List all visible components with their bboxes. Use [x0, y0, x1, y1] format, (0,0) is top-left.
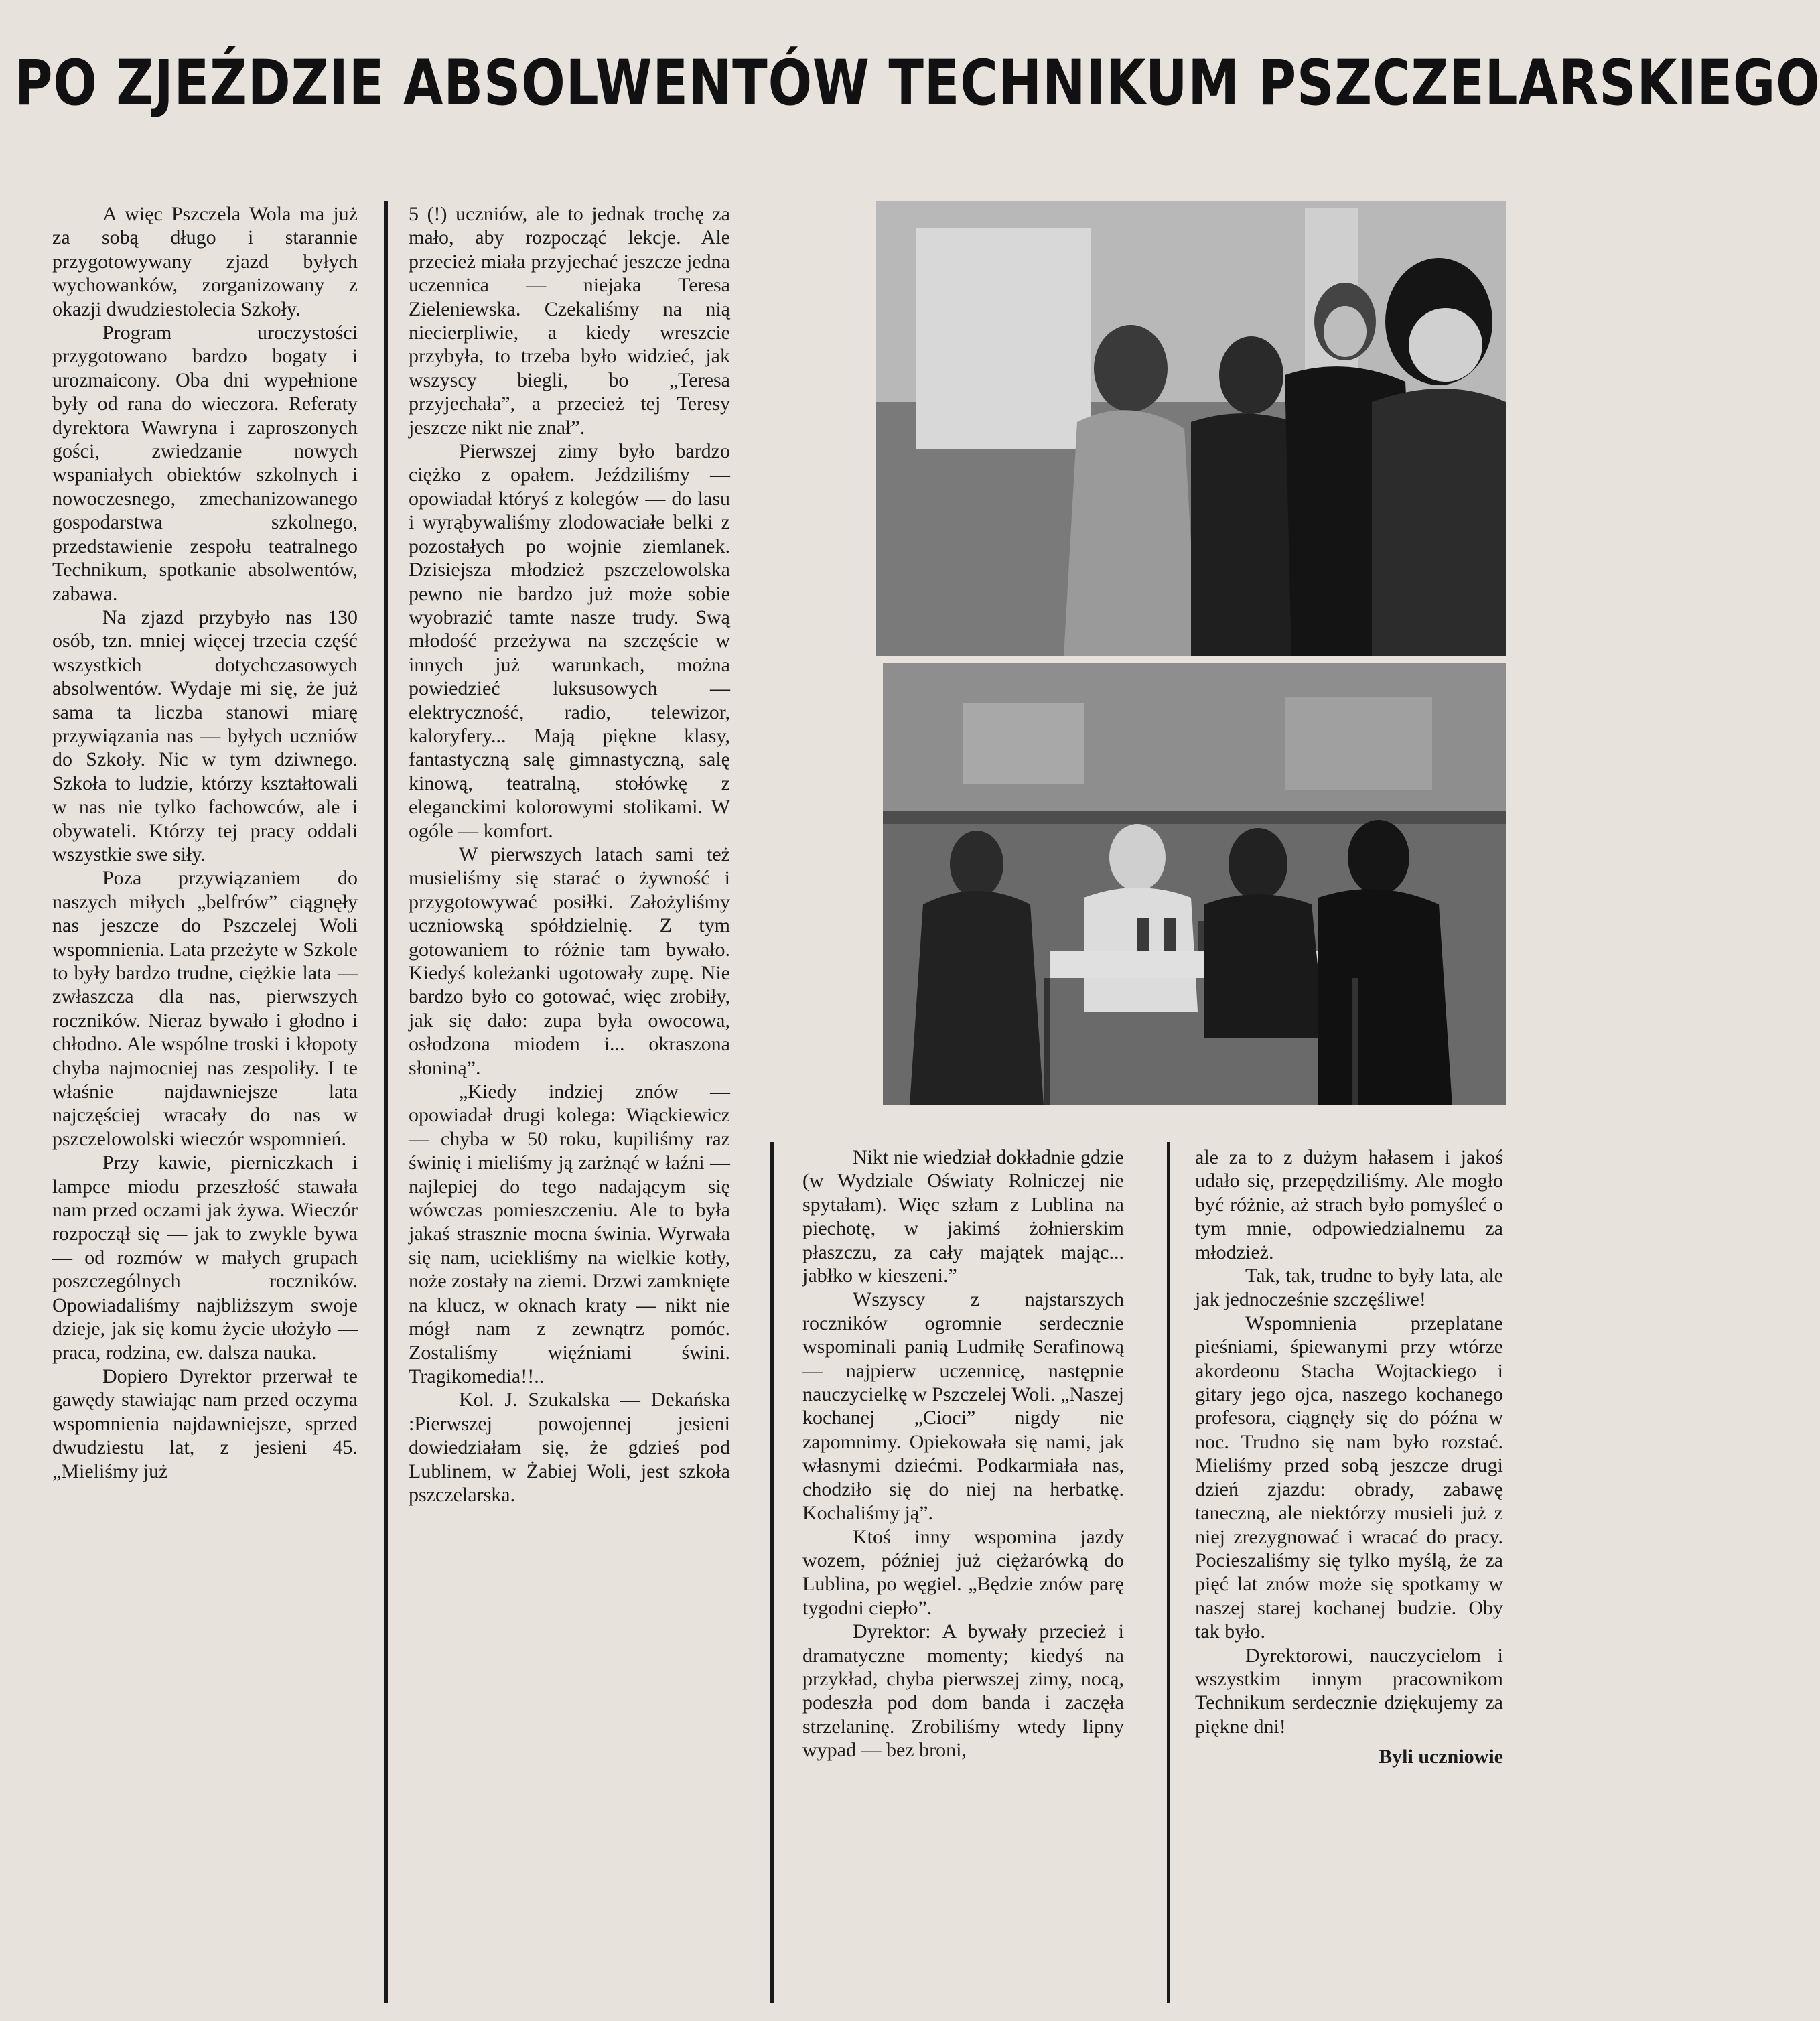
paragraph: W pierwszych latach sami też musieliśmy się starać o żywność i przygotowywać posiłki. Założyliśmy uczniowską spółdzielnię. Z tym gotowaniem to różnie tam bywało. Kiedyś koleżanki ugotowały zupę. Nie bardzo było co gotować, więc zrobiły, jak się dało: zupa była owocowa, osłodzona miodem i... okraszona słoniną”. — [409, 843, 730, 1079]
paragraph: Dyrektorowi, nauczycielom i wszystkim innym pracownikom Technikum serdecznie dziękujemy za piękne dni! — [1195, 1644, 1503, 1738]
paragraph: Tak, tak, trudne to były lata, ale jak jednocześnie szczęśliwe! — [1195, 1265, 1503, 1311]
photo-reunion-greeting-icon — [876, 201, 1506, 656]
paragraph: ale za to z dużym hałasem i jakoś udało się, przepędziliśmy. Ale mogło być różnie, aż strach było pomyśleć o tym mnie, odpowiedzialnemu za młodzież. — [1195, 1146, 1503, 1263]
headline: PO ZJEŹDZIE ABSOLWENTÓW TECHNIKUM PSZCZELARSKIEGO — [15, 47, 1820, 120]
paragraph: Program uroczystości przygotowano bardzo bogaty i urozmaicony. Oba dni wypełnione były od rana do wieczora. Referaty dyrektora Wawryna i zaproszonych gości, zwiedzanie nowych wspaniałych obiektów szkolnych i nowoczesnego, zmechanizowanego gospodarstwa szkolnego, przedstawienie zespołu teatralnego Technikum, spotkanie absolwentów, zabawa. — [52, 322, 358, 605]
paragraph: Wszyscy z najstarszych roczników ogromnie serdecznie wspominali panią Ludmiłę Serafinową — najpierw uczennicę, następnie nauczycielkę w Pszczelej Woli. „Naszej kochanej „Cioci” nigdy nie zapomnimy. Opiekowała się nami, jak własnymi dziećmi. Podkarmiała nas, chodziło się do niej na herbatkę. Kochaliśmy ją”. — [802, 1288, 1124, 1525]
column-rule-3 — [1167, 1142, 1170, 2003]
paragraph: Poza przywiązaniem do naszych miłych „belfrów” ciągnęły nas jeszcze do Pszczelej Woli wspomnienia. Lata przeżyte w Szkole to były bardzo trudne, ciężkie lata — zwłaszcza dla nas, pierwszych roczników. Nieraz bywało i głodno i chłodno. Ale wspólne troski i kłopoty chyba najmocniej nas zespoliły. I te właśnie najdawniejsze lata najczęściej wracały do nas w pszczelowolski wieczór wspomnień. — [52, 867, 358, 1150]
paragraph: Kol. J. Szukalska — Dekańska :Pierwszej powojennej jesieni dowiedziałam się, że gdzieś pod Lublinem, w Żabiej Woli, jest szkoła pszczelarska. — [409, 1389, 730, 1506]
paragraph: Wspomnienia przeplatane pieśniami, śpiewanymi przy wtórze akordeonu Stacha Wojtackiego i gitary jego ojca, naszego kochanego profesora, ciągnęły się do późna w noc. Trudno się nam było rozstać. Mieliśmy przed sobą jeszcze drugi dzień zjazdu: obrady, zabawę taneczną, ale niektórzy musieli już z niej zrezygnować i wracać do pracy. Pocieszaliśmy się tylko myślą, że za pięć lat znów może się spotkamy w naszej starej kochanej budzie. Oby tak było. — [1195, 1312, 1503, 1643]
paragraph: Na zjazd przybyło nas 130 osób, tzn. mniej więcej trzecia część wszystkich dotychczasowych absolwentów. Wydaje mi się, że już sama ta liczba stanowi miarę przywiązania nas — byłych uczniów do Szkoły. Nic w tym dziwnego. Szkoła to ludzie, którzy kształtowali w nas nie tylko fachowców, ale i obywateli. Którzy tej pracy oddali wszystkie swe siły. — [52, 606, 358, 865]
paragraph: Dyrektor: A bywały przecież i dramatyczne momenty; kiedyś na przykład, chyba pierwszej zimy, nocą, podeszła pod dom banda i zaczęła strzelaninę. Zrobiliśmy wtedy lipny wypad — bez broni, — [802, 1620, 1124, 1762]
paragraph: Dopiero Dyrektor przerwał te gawędy stawiając nam przed oczyma wspomnienia najdawniejsze, sprzed dwudziestu lat, z jesieni 45. „Mieliśmy już — [52, 1365, 358, 1482]
paragraph: Przy kawie, pierniczkach i lampce miodu przeszłość stawała nam przed oczami jak żywa. Wieczór rozpoczął się — jak to zwykle bywa — od rozmów w małych grupach poszczególnych roczników. Opowiadaliśmy najbliższym swoje dzieje, jak się komu życie ułożyło — praca, rodzina, ew. dalsza nauka. — [52, 1152, 358, 1364]
paragraph: „Kiedy indziej znów — opowiadał drugi kolega: Wiąckiewicz — chyba w 50 roku, kupiliśmy raz świnię i mieliśmy ją zarżnąć w łaźni — najlepiej do tego nadającym się wówczas pomieszczeniu. Ale to była jakaś strasznie mocna świnia. Wyrwała się nam, uciekliśmy na wielkie kotły, noże zostały na ziemi. Drzwi zamknięte na klucz, w oknach kraty — nikt nie mógł nam z zewnątrz pomóc. Zostaliśmy więźniami świni. Tragikomedia!!.. — [409, 1081, 730, 1387]
article-column-3 — [802, 1145, 1124, 1971]
photo-reunion-cafe-tables — [883, 663, 1506, 1105]
paragraph: 5 (!) uczniów, ale to jednak trochę za mało, aby rozpocząć lekcje. Ale przecież miała przyjechać jeszcze jedna uczennica — niejaka Teresa Zieleniewska. Czekaliśmy na nią niecierpliwie, a kiedy wreszcie przybyła, to trzeba było widzieć, jak wszyscy biegli, bo „Teresa przyjechała”, a przecież tej Teresy jeszcze nikt nie znał”. — [409, 203, 730, 439]
photo-reunion-cafe-tables-icon — [883, 663, 1506, 1105]
photo-reunion-greeting — [876, 201, 1506, 656]
article-column-4 — [1195, 1145, 1503, 1971]
signature: Byli uczniowie — [1379, 1746, 1503, 1768]
paragraph: Ktoś inny wspomina jazdy wozem, później już ciężarówką do Lublina, po węgiel. „Będzie znów parę tygodni ciepło”. — [802, 1525, 1124, 1619]
paragraph: A więc Pszczela Wola ma już za sobą długo i starannie przygotowywany zjazd byłych wychowanków, zorganizowany z okazji dwudziestolecia Szkoły. — [52, 203, 358, 320]
paragraph: Nikt nie wiedział dokładnie gdzie (w Wydziale Oświaty Rolniczej nie spytałam). Więc szłam z Lublina na piechotę, w jakimś żołnierskim płaszczu, za cały majątek mając... jabłko w kieszeni.” — [802, 1146, 1124, 1287]
paragraph: Pierwszej zimy było bardzo ciężko z opałem. Jeździliśmy — opowiadał któryś z kolegów — do lasu i wyrąbywaliśmy zlodowaciałe belki z pozostałych po wojnie ziemlanek. Dzisiejsza młodzież pszczelowolska pewno nie bardzo już może sobie wyobrazić tamte nasze trudy. Swą młodość przeżywa na szczęście w innych już warunkach, można powiedzieć luksusowych — elektryczność, radio, telewizor, kaloryfery... Mają piękne klasy, fantastyczną salę gimnastyczną, salę kinową, teatralną, stołówkę z eleganckimi kolorowymi stolikami. W ogóle — komfort. — [409, 440, 730, 842]
article-column-2 — [409, 202, 730, 1971]
column-rule-2 — [770, 1142, 774, 2003]
column-rule-1 — [384, 201, 388, 2003]
article-column-1 — [52, 202, 358, 1971]
